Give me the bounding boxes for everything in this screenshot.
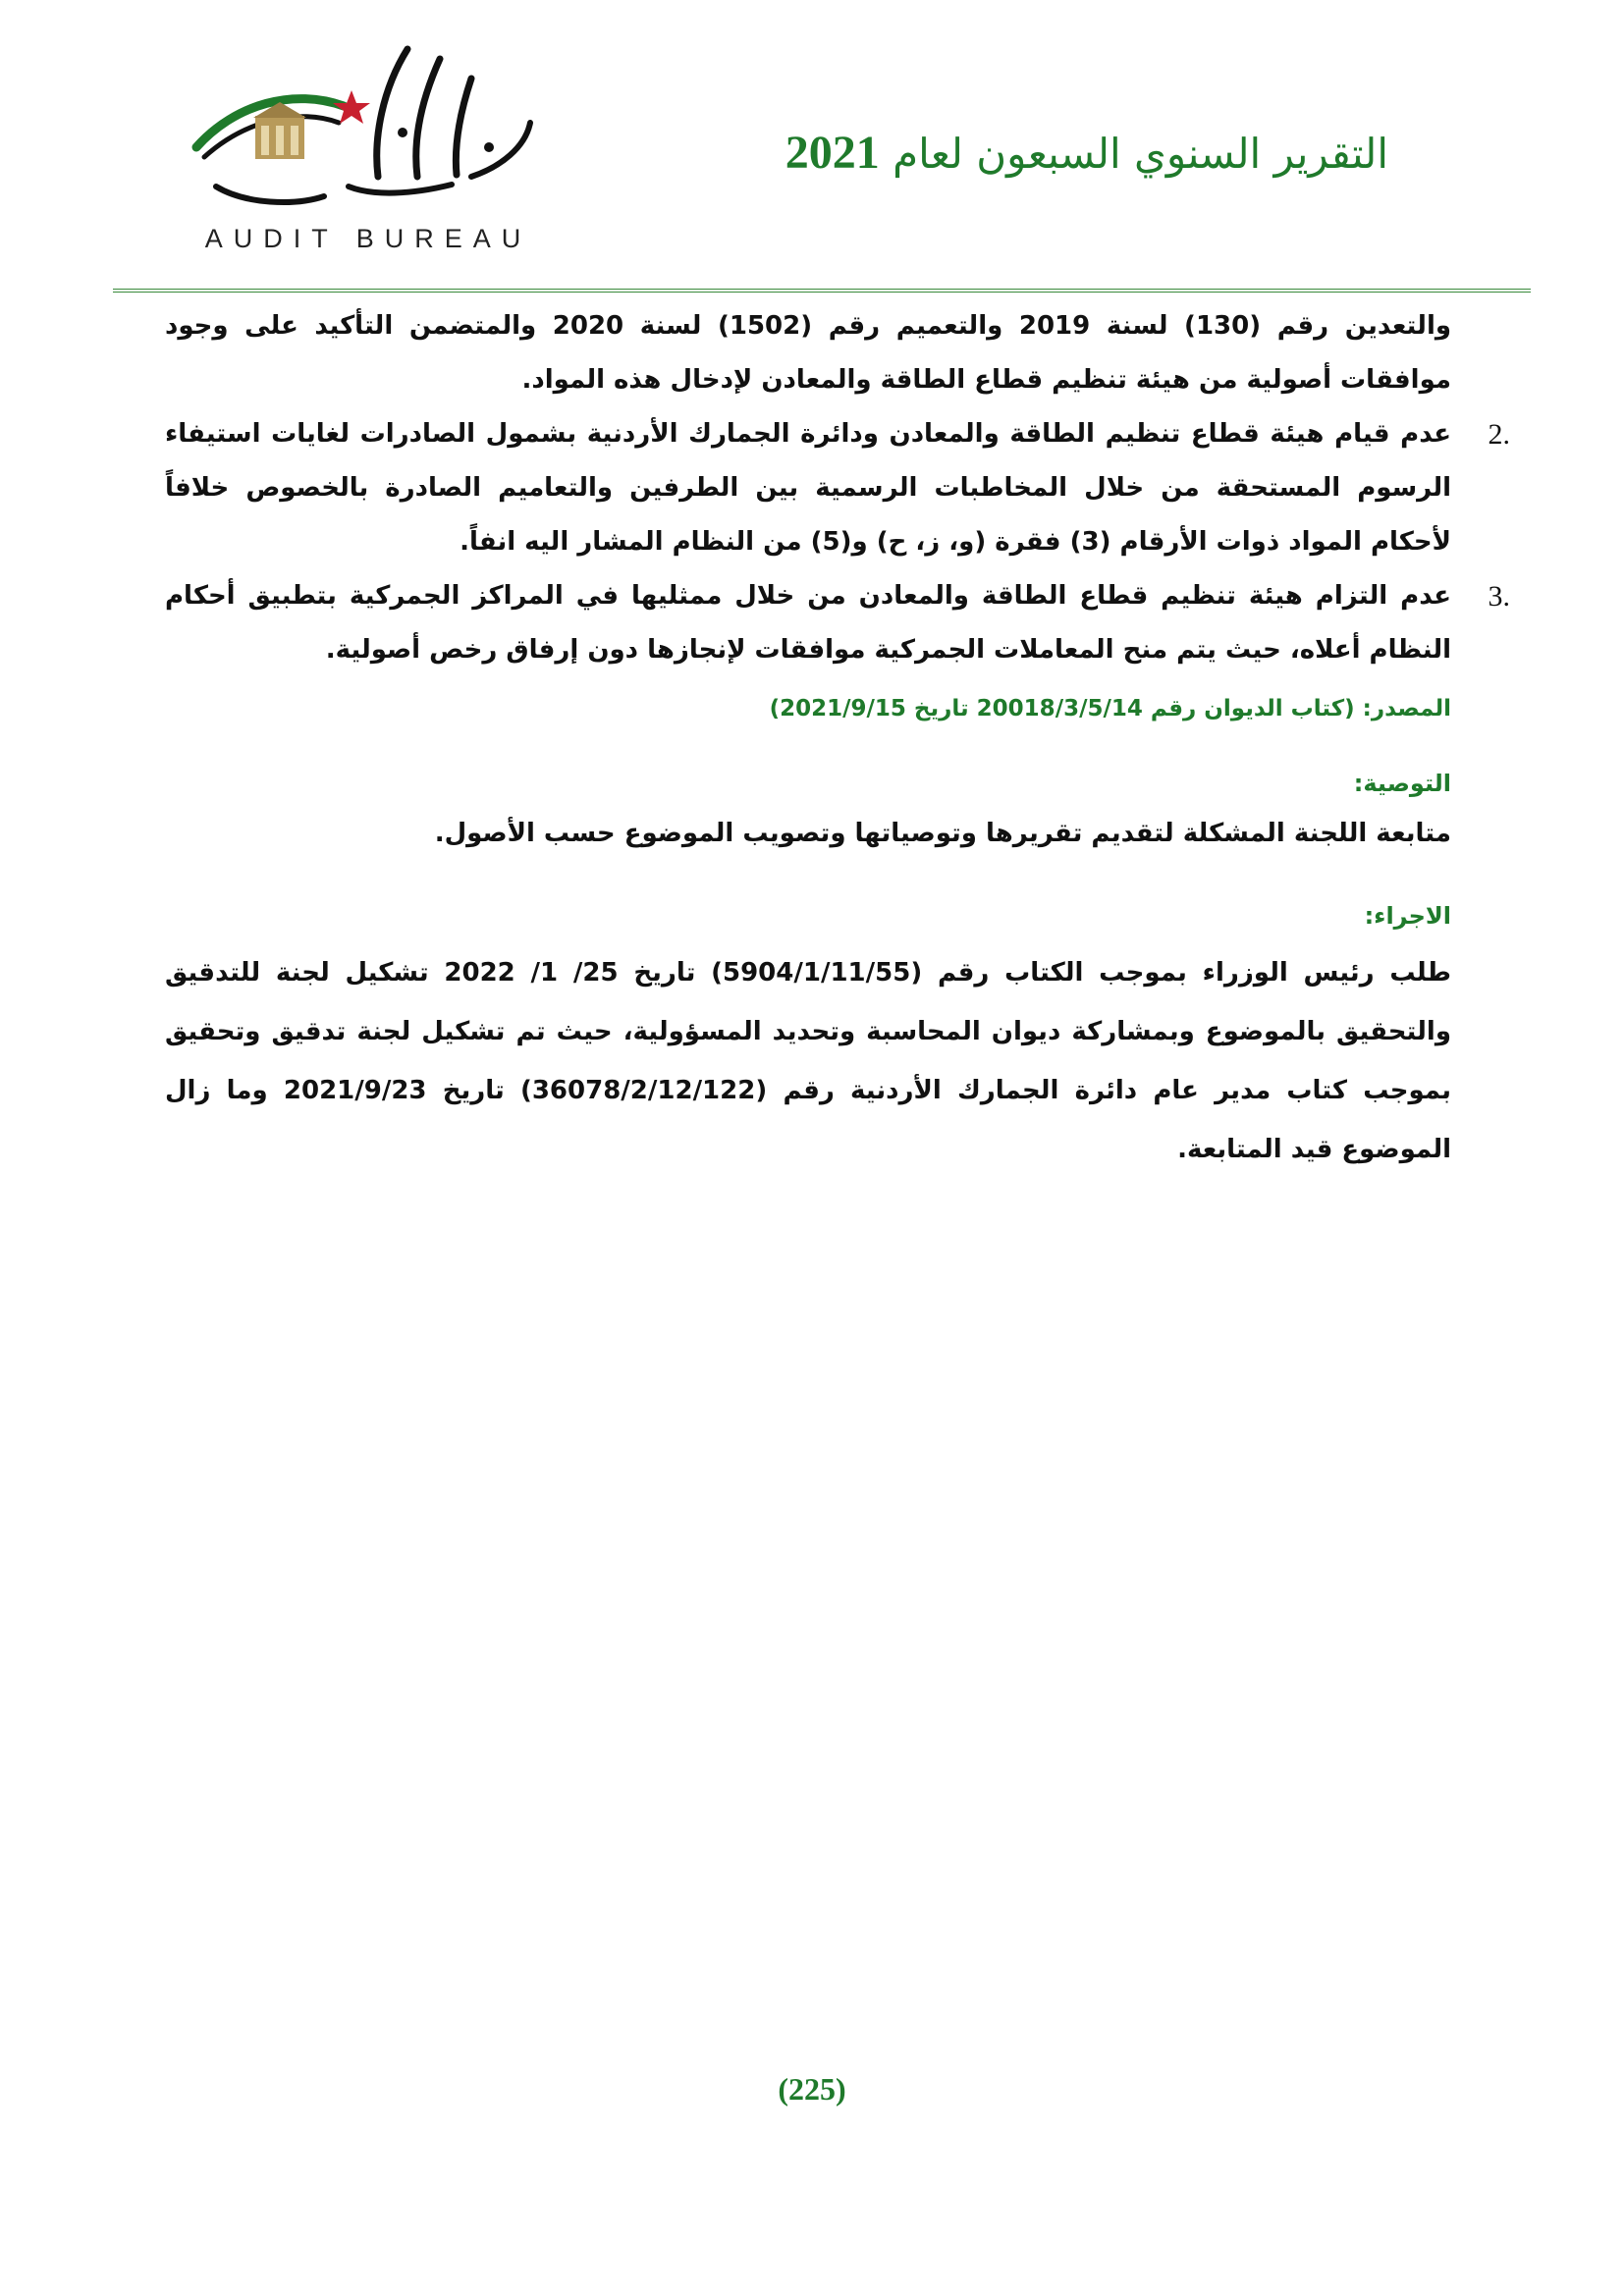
report-title-text: التقرير السنوي السبعون لعام xyxy=(893,130,1388,178)
recommendation-heading: التوصية: xyxy=(1353,770,1451,797)
logo-latin-text: AUDIT BUREAU xyxy=(204,224,532,253)
report-body xyxy=(165,299,1510,1179)
action-heading: الاجراء: xyxy=(1364,902,1451,930)
report-title-year: 2021 xyxy=(785,127,880,179)
action-text: طلب رئيس الوزراء بموجب الكتاب رقم (5904/1/11/55) تاريخ 25/ 1/ 2022 تشكيل لجنة للتدقيق والتحقيق بالموضوع وبمشاركة ديوان المحاسبة وتحديد المسؤولية، حيث تم تشكيل لجنة تدقيق وتحقيق بموجب كتاب مدير عام دائرة الجمارك الأردنية رقم (36078/2/12/122) تاريخ 2021/9/23 وما زال الموضوع قيد المتابعة. xyxy=(165,958,1452,1164)
source-reference: المصدر: (كتاب الديوان رقم 20018/3/5/14 تاريخ 2021/9/15) xyxy=(769,696,1451,721)
finding-item xyxy=(165,407,1510,569)
report-title xyxy=(681,126,1388,180)
finding-text: عدم التزام هيئة تنظيم قطاع الطاقة والمعادن من خلال ممثليها في المراكز الجمركية بتطبيق أحكام النظام أعلاه، حيث يتم منح المعاملات الجمركية موافقات لإنجازها دون إرفاق رخص أصولية. xyxy=(165,581,1451,665)
logo-emblem-icon xyxy=(177,29,560,226)
page-number: (225) xyxy=(778,2071,846,2107)
audit-bureau-logo xyxy=(177,29,560,265)
header-divider xyxy=(113,289,1531,293)
finding-text: عدم قيام هيئة قطاع تنظيم الطاقة والمعادن ودائرة الجمارك الأردنية بشمول الصادرات لغايات استيفاء الرسوم المستحقة من خلال المخاطبات الرسمية بين الطرفين والتعاميم الصادرة بالخصوص خلافاً لأحكام المواد ذوات الأرقام (3) فقرة (و، ز، ح) و(5) من النظام المشار اليه انفاً. xyxy=(165,419,1451,557)
recommendation-text: متابعة اللجنة المشكلة لتقديم تقريرها وتوصياتها وتصويب الموضوع حسب الأصول. xyxy=(434,819,1451,848)
intro-paragraph: والتعدين رقم (130) لسنة 2019 والتعميم رقم (1502) لسنة 2020 والمتضمن التأكيد على وجود موافقات أصولية من هيئة تنظيم قطاع الطاقة والمعادن لإدخال هذه المواد. xyxy=(165,311,1452,395)
finding-item xyxy=(165,569,1510,677)
finding-number: 2. xyxy=(1488,418,1510,451)
finding-number: 3. xyxy=(1488,580,1510,613)
